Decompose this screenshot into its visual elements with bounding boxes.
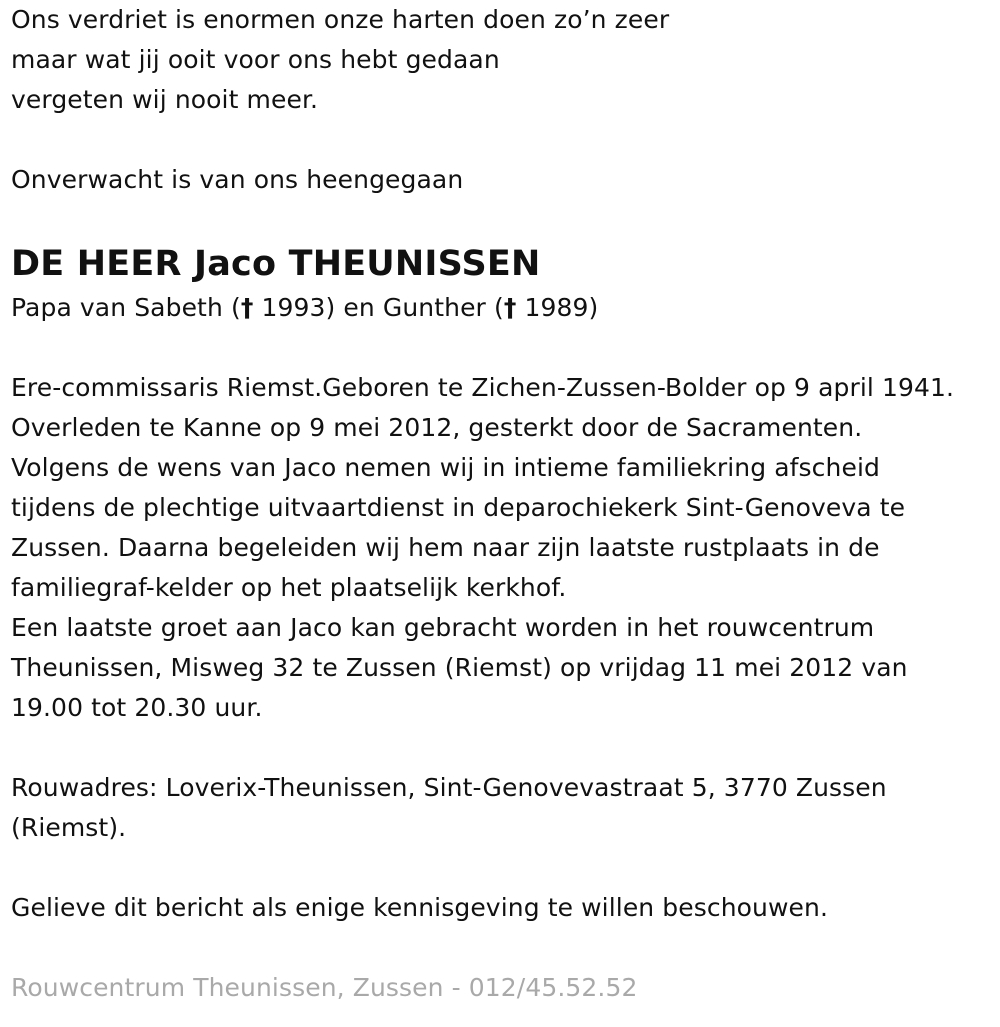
body-line: Theunissen, Misweg 32 te Zussen (Riemst) op vrijdag 11 mei 2012 van bbox=[11, 653, 908, 682]
spacer bbox=[11, 928, 996, 968]
family-year-2: 1989) bbox=[524, 293, 599, 322]
name-prefix: DE HEER bbox=[11, 244, 182, 284]
address-line: Rouwadres: Loverix-Theunissen, Sint-Genovevastraat 5, 3770 Zussen bbox=[11, 773, 887, 802]
spacer bbox=[11, 120, 996, 160]
spacer bbox=[11, 328, 996, 368]
spacer bbox=[11, 200, 996, 240]
body-line: Overleden te Kanne op 9 mei 2012, gesterkt door de Sacramenten. bbox=[11, 413, 863, 442]
mourning-address bbox=[11, 768, 996, 848]
first-name: Jaco bbox=[194, 244, 277, 284]
funeral-home-footer: Rouwcentrum Theunissen, Zussen - 012/45.52.52 bbox=[11, 973, 638, 1002]
family-line bbox=[11, 288, 996, 328]
spacer bbox=[11, 848, 996, 888]
body-line: Volgens de wens van Jaco nemen wij in intieme familiekring afscheid bbox=[11, 453, 880, 482]
cross-icon: † bbox=[240, 293, 254, 322]
address-line: (Riemst). bbox=[11, 813, 127, 842]
last-name: THEUNISSEN bbox=[288, 244, 541, 284]
body-line: Ere-commissaris Riemst.Geboren te Zichen-Zussen-Bolder op 9 april 1941. bbox=[11, 373, 955, 402]
spacer bbox=[11, 728, 996, 768]
poem-line: maar wat jij ooit voor ons hebt gedaan bbox=[11, 45, 500, 74]
family-text: Papa van Sabeth ( bbox=[11, 293, 241, 322]
poem-line: Ons verdriet is enormen onze harten doen zo’n zeer bbox=[11, 5, 670, 34]
closing-text: Gelieve dit bericht als enige kennisgeving te willen beschouwen. bbox=[11, 893, 829, 922]
body-line: Een laatste groet aan Jaco kan gebracht worden in het rouwcentrum bbox=[11, 613, 875, 642]
body-text bbox=[11, 368, 996, 728]
body-line: Zussen. Daarna begeleiden wij hem naar zijn laatste rustplaats in de bbox=[11, 533, 880, 562]
body-line: 19.00 tot 20.30 uur. bbox=[11, 693, 263, 722]
cross-icon: † bbox=[503, 293, 517, 322]
body-line: tijdens de plechtige uitvaartdienst in deparochiekerk Sint-Genoveva te bbox=[11, 493, 906, 522]
body-line: familiegraf-kelder op het plaatselijk kerkhof. bbox=[11, 573, 567, 602]
obituary-notice bbox=[11, 0, 996, 1008]
poem bbox=[11, 0, 996, 120]
deceased-name bbox=[11, 244, 996, 286]
poem-line: vergeten wij nooit meer. bbox=[11, 85, 319, 114]
family-year-1: 1993) en Gunther ( bbox=[261, 293, 504, 322]
intro-text: Onverwacht is van ons heengegaan bbox=[11, 165, 464, 194]
